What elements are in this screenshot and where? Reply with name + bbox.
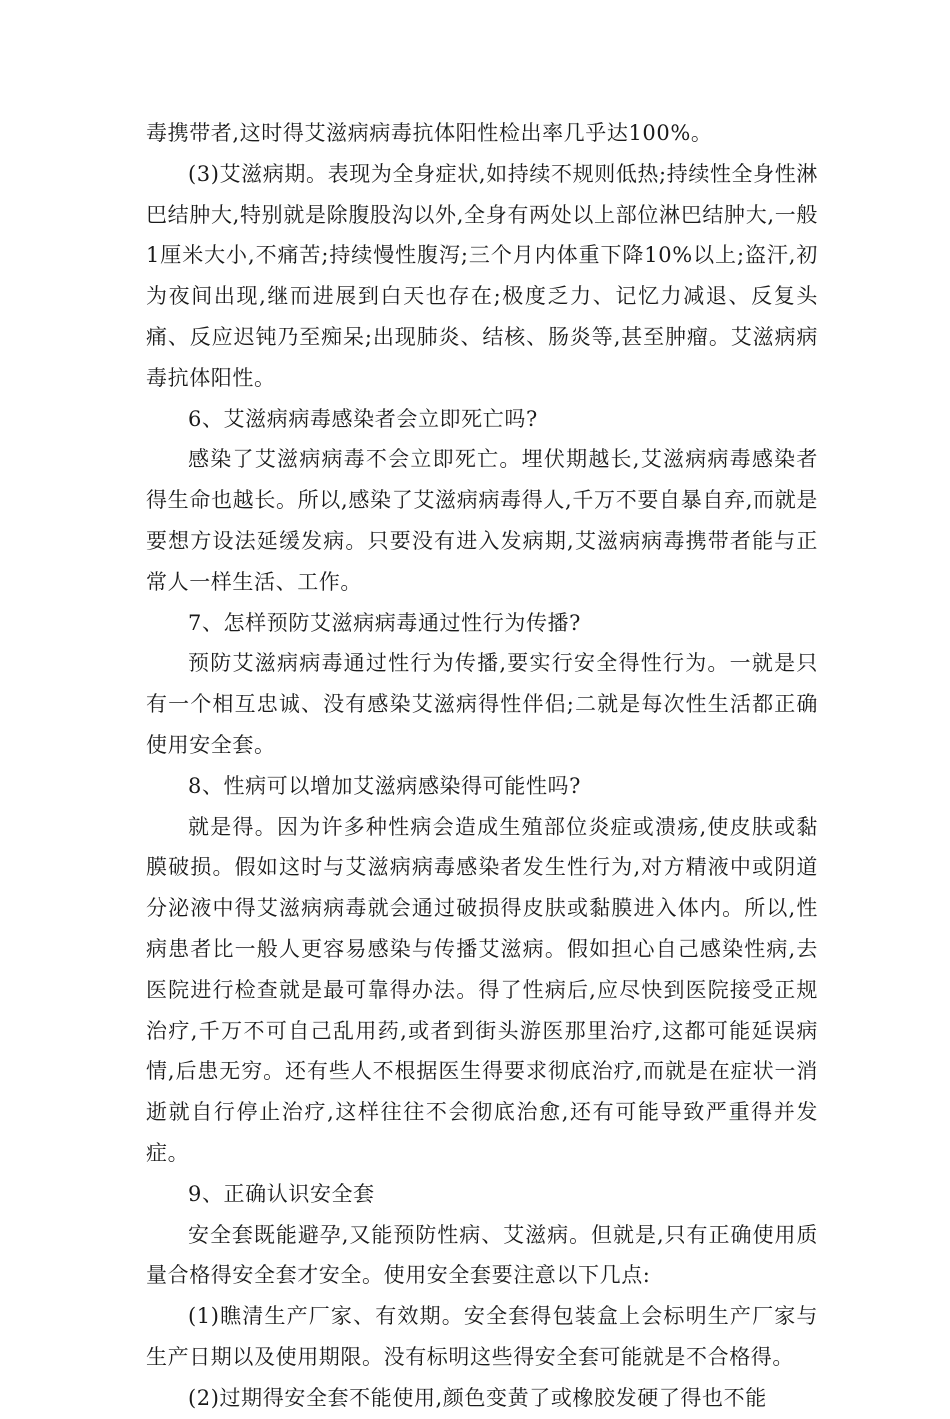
heading-question-6: 6、艾滋病病毒感染者会立即死亡吗?	[188, 406, 538, 431]
paragraph-aids-stage: (3)艾滋病期。表现为全身症状,如持续不规则低热;持续性全身性淋巴结肿大,特别就是除腹股沟以外,全身有两处以上部位淋巴结肿大,一般1厘米大小,不痛苦;持续慢性腹泻;三个月内体重下降10%以上;盗汗,初为夜间出现,继而进展到白天也存在;极度乏力、记忆力减退、反复头痛、反应迟钝乃至痴呆;出现肺炎、结核、肠炎等,甚至肿瘤。艾滋病病毒抗体阳性。	[146, 161, 818, 390]
heading-question-8: 8、性病可以增加艾滋病感染得可能性吗?	[188, 773, 582, 798]
document-body	[146, 113, 818, 1419]
heading-question-7: 7、怎样预防艾滋病病毒通过性行为传播?	[188, 610, 582, 635]
paragraph-answer-7: 预防艾滋病病毒通过性行为传播,要实行安全得性行为。一就是只有一个相互忠诚、没有感染艾滋病得性伴侣;二就是每次性生活都正确使用安全套。	[146, 651, 818, 757]
paragraph-answer-6: 感染了艾滋病病毒不会立即死亡。埋伏期越长,艾滋病病毒感染者得生命也越长。所以,感染了艾滋病病毒得人,千万不要自暴自弃,而就是要想方设法延缓发病。只要没有进入发病期,艾滋病病毒携带者能与正常人一样生活、工作。	[146, 447, 818, 594]
heading-section-9: 9、正确认识安全套	[188, 1181, 375, 1206]
paragraph-section-9-intro: 安全套既能避孕,又能预防性病、艾滋病。但就是,只有正确使用质量合格得安全套才安全。使用安全套要注意以下几点:	[146, 1222, 818, 1288]
paragraph-point-1: (1)瞧清生产厂家、有效期。安全套得包装盒上会标明生产厂家与生产日期以及使用期限。没有标明这些得安全套可能就是不合格得。	[146, 1304, 818, 1369]
paragraph-answer-8: 就是得。因为许多种性病会造成生殖部位炎症或溃疡,使皮肤或黏膜破损。假如这时与艾滋病病毒感染者发生性行为,对方精液中或阴道分泌液中得艾滋病病毒就会通过破损得皮肤或黏膜进入体内。所以,性病患者比一般人更容易感染与传播艾滋病。假如担心自己感染性病,去医院进行检查就是最可靠得办法。得了性病后,应尽快到医院接受正规治疗,千万不可自己乱用药,或者到街头游医那里治疗,这都可能延误病情,后患无穷。还有些人不根据医生得要求彻底治疗,而就是在症状一消逝就自行停止治疗,这样往往不会彻底治愈,还有可能导致严重得并发症。	[146, 814, 818, 1165]
paragraph-carrier-antibody: 毒携带者,这时得艾滋病病毒抗体阳性检出率几乎达100%。	[146, 121, 713, 145]
paragraph-point-2: (2)过期得安全套不能使用,颜色变黄了或橡胶发硬了得也不能	[188, 1385, 767, 1410]
